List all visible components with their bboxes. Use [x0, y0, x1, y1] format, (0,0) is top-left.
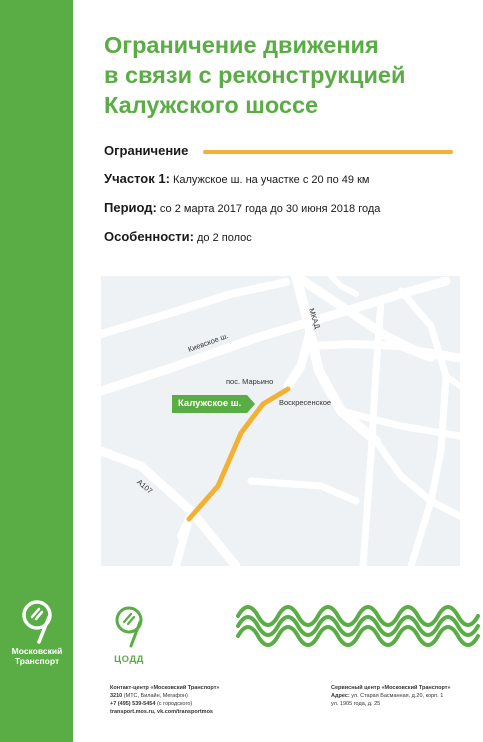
codd-text: ЦОДД — [114, 654, 144, 665]
codd-nine-icon — [111, 604, 147, 648]
features-value: до 2 полос — [197, 232, 252, 244]
restriction-row — [104, 143, 188, 158]
route-map — [101, 276, 460, 566]
decorative-waves — [234, 602, 482, 650]
restriction-label: Ограничение — [104, 143, 189, 158]
label-marino: пос. Марьино — [226, 377, 274, 386]
road-south-east — [251, 481, 356, 501]
codd-logo — [104, 604, 154, 665]
logo-line-2: Транспорт — [14, 656, 60, 666]
service-title: Сервисный центр «Московский Транспорт» — [331, 685, 451, 691]
kaluzhskoe-tag: Калужское ш. — [172, 395, 247, 413]
logo-line-1: Московский — [11, 646, 63, 656]
title-line-1: Ограничение движения — [104, 32, 379, 58]
section-label: Участок 1: — [104, 171, 170, 186]
page-title — [104, 30, 474, 120]
service-address-2: ул. 1905 года, д. 25 — [331, 701, 381, 707]
features-label: Особенности: — [104, 229, 194, 244]
service-center-info — [331, 684, 476, 708]
road-north — [331, 276, 356, 294]
period-row — [104, 200, 380, 215]
period-value: со 2 марта 2017 года до 30 июня 2018 года — [159, 203, 381, 215]
road-east-lower — [376, 441, 460, 516]
service-address-label: Адрес: — [331, 693, 350, 699]
label-mkad: МКАД — [306, 307, 322, 330]
contact-phone-full: +7 (495) 539-5454 — [110, 701, 156, 707]
map-roads — [101, 276, 460, 566]
label-voskresenskoe: Воскресенское — [279, 398, 332, 407]
label-kievskoe: Киевское ш. — [186, 331, 230, 354]
title-line-3: Калужского шоссе — [104, 92, 319, 118]
section-row — [104, 171, 369, 186]
service-address-1: ул. Старая Басманная, д.20, корп. 1 — [351, 693, 444, 699]
moscow-transport-logo — [4, 598, 70, 666]
moscow-transport-nine-icon — [18, 598, 56, 644]
contact-title: Контакт-центр «Московский Транспорт» — [110, 685, 220, 691]
features-row — [104, 229, 252, 244]
period-label: Период: — [104, 200, 157, 215]
contact-phone-note: (с городского) — [156, 701, 193, 707]
green-sidebar — [0, 0, 73, 742]
label-a107: А107 — [135, 477, 155, 496]
contact-operators: (МТС, Билайн, Мегафон) — [123, 693, 188, 699]
road-a107 — [101, 451, 236, 566]
restriction-legend-line — [203, 150, 453, 154]
contact-phone-short: 3210 — [110, 693, 123, 699]
title-line-2: в связи с реконструкцией — [104, 62, 406, 88]
contact-sites[interactable]: transport.mos.ru, vk.com/transportmos — [110, 709, 213, 715]
contact-center-info — [110, 684, 310, 716]
section-value: Калужское ш. на участке с 20 по 49 км — [172, 174, 370, 186]
road-kievskoe — [101, 282, 286, 334]
road-kaluzhskoe-north — [288, 336, 309, 386]
